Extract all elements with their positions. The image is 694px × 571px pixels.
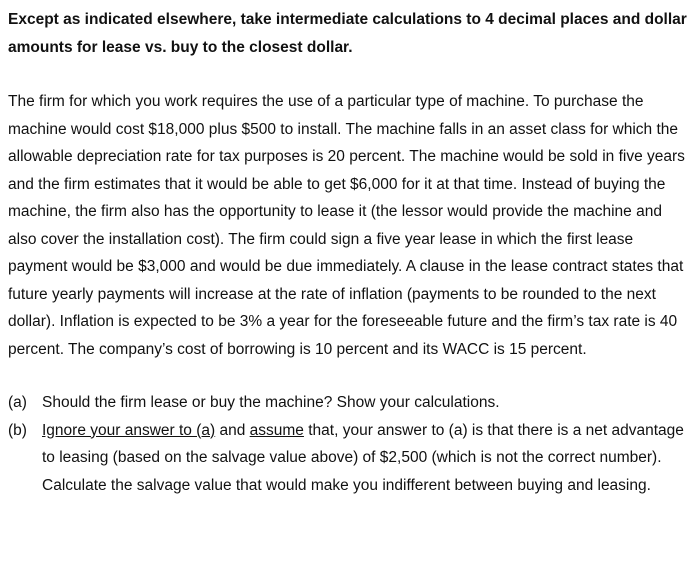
instructions-heading: Except as indicated elsewhere, take intermediate calculations to 4 decimal places and dollar amounts for lease vs. buy to the closest dollar.: [8, 11, 687, 56]
question-label: (b): [8, 421, 27, 439]
question-text: Should the firm lease or buy the machine? Show your calculations.: [42, 394, 500, 411]
question-list: [8, 389, 688, 499]
question-text-connector: and: [215, 421, 250, 439]
question-label: (a): [8, 394, 27, 411]
document: [8, 6, 688, 499]
underlined-instruction: Ignore your answer to (a): [42, 421, 216, 439]
question-b: [8, 417, 688, 500]
question-a: [8, 389, 688, 417]
underlined-assume: assume: [249, 421, 304, 439]
problem-statement: The firm for which you work requires the use of a particular type of machine. To purchase the machine would cost $18,000 plus $500 to install. The machine falls in an asset class for which the allowable depreciation rate for tax purposes is 20 percent. The machine would be sold in five years and the firm estimates that it would be able to get $6,000 for it at that time. Instead of buying the machine, the firm also has the opportunity to lease it (the lessor would provide the machine and also cover the installation cost). The firm could sign a five year lease in which the first lease payment would be $3,000 and would be due immediately. A clause in the lease contract states that future yearly payments will increase at the rate of inflation (payments to be rounded to the next dollar). Inflation is expected to be 3% a year for the foreseeable future and the firm’s tax rate is 40 percent. The company’s cost of borrowing is 10 percent and its WACC is 15 percent.: [8, 93, 685, 358]
question-text: [42, 417, 688, 500]
question-text-rest: that, your answer to (a) is that there is a net advantage to leasing (based on the salvage value above) of $2,500 (which is not the correct number). Calculate the salvage value that would make you indifferent between buying and leasing.: [42, 421, 684, 494]
